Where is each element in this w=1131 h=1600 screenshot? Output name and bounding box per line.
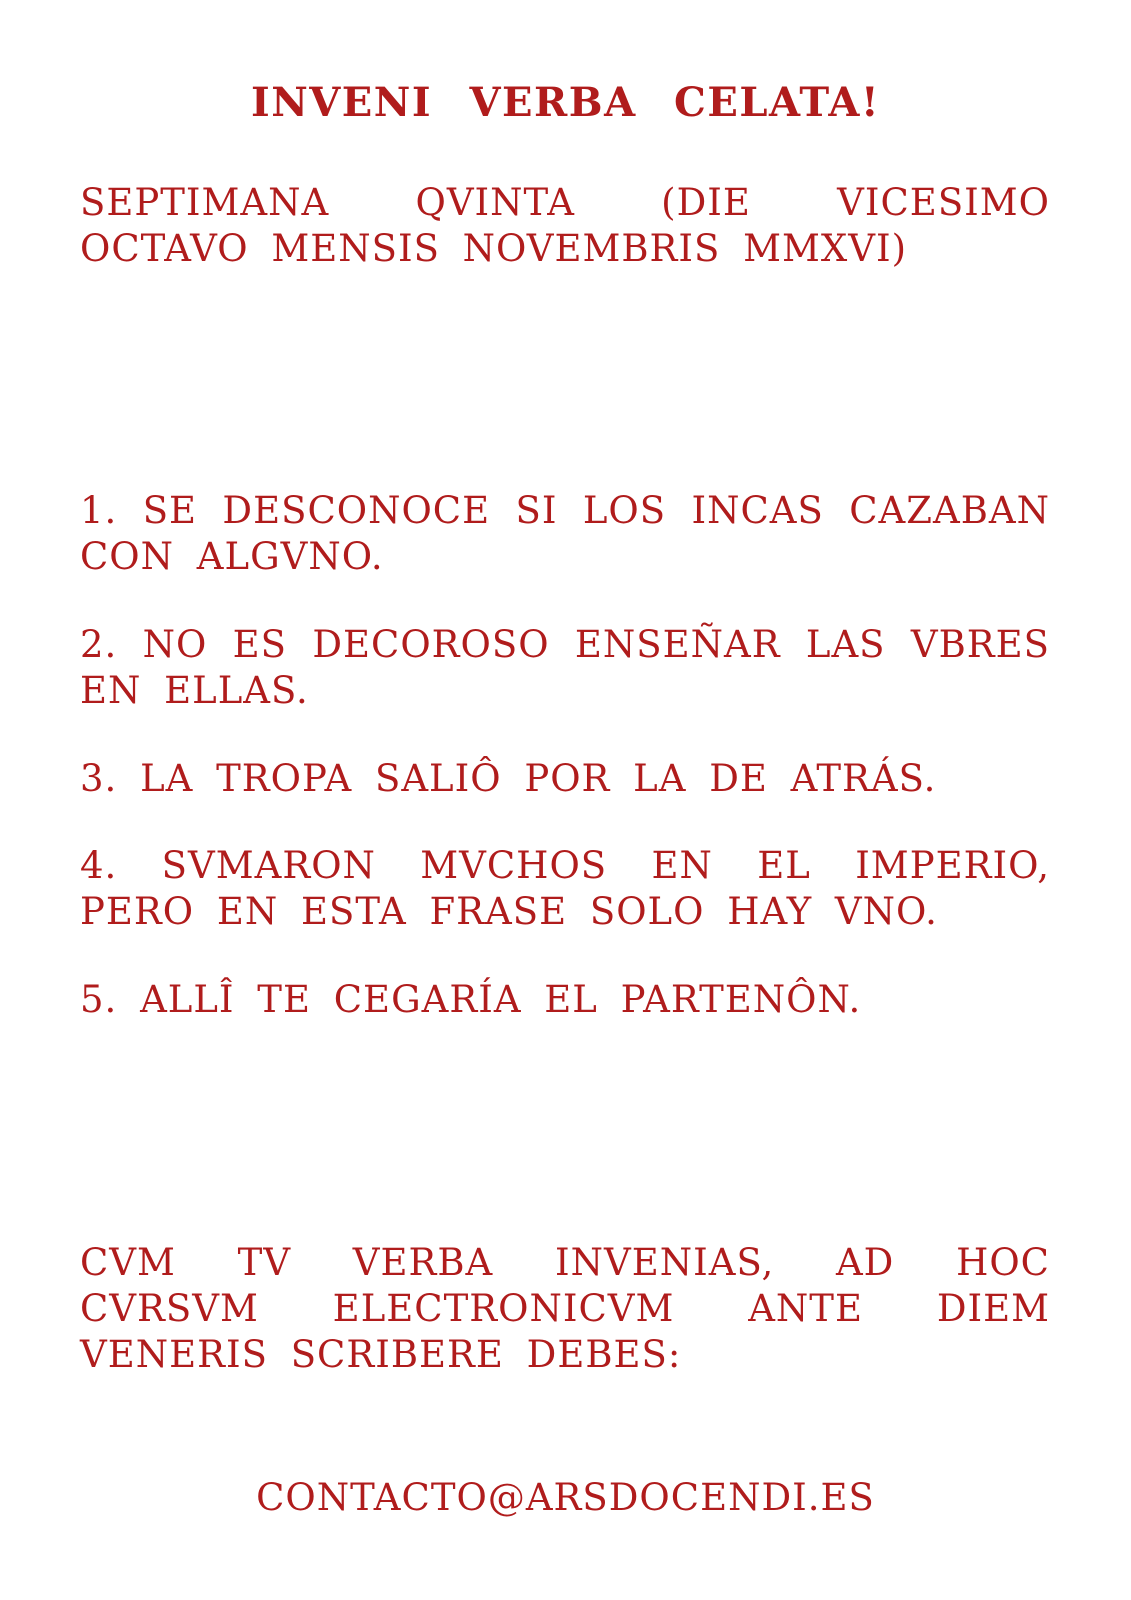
page-title: INVENI VERBA CELATA! (251, 79, 880, 126)
instructions-text: CVM TV VERBA INVENIAS, AD HOC CVRSVM ELECTRONICVM ANTE DIEM VENERIS SCRIBERE DEBES: (80, 1241, 1050, 1376)
contact-email: CONTACTO@ARSDOCENDI.ES (256, 1476, 875, 1519)
clue-3: 3. LA TROPA SALIÔ POR LA DE ATRÁS. (80, 757, 937, 800)
page-subtitle: SEPTIMANA QVINTA (DIE VICESIMO OCTAVO MENSIS NOVEMBRIS MMXVI) (80, 181, 1050, 270)
clue-1: 1. SE DESCONOCE SI LOS INCAS CAZABAN CON ALGVNO. (80, 489, 1050, 578)
clue-2: 2. NO ES DECOROSO ENSEÑAR LAS VBRES EN ELLAS. (80, 623, 1050, 712)
clue-4: 4. SVMARON MVCHOS EN EL IMPERIO, PERO EN ESTA FRASE SOLO HAY VNO. (80, 844, 1050, 933)
clue-5: 5. ALLÎ TE CEGARÍA EL PARTENÔN. (80, 978, 862, 1021)
